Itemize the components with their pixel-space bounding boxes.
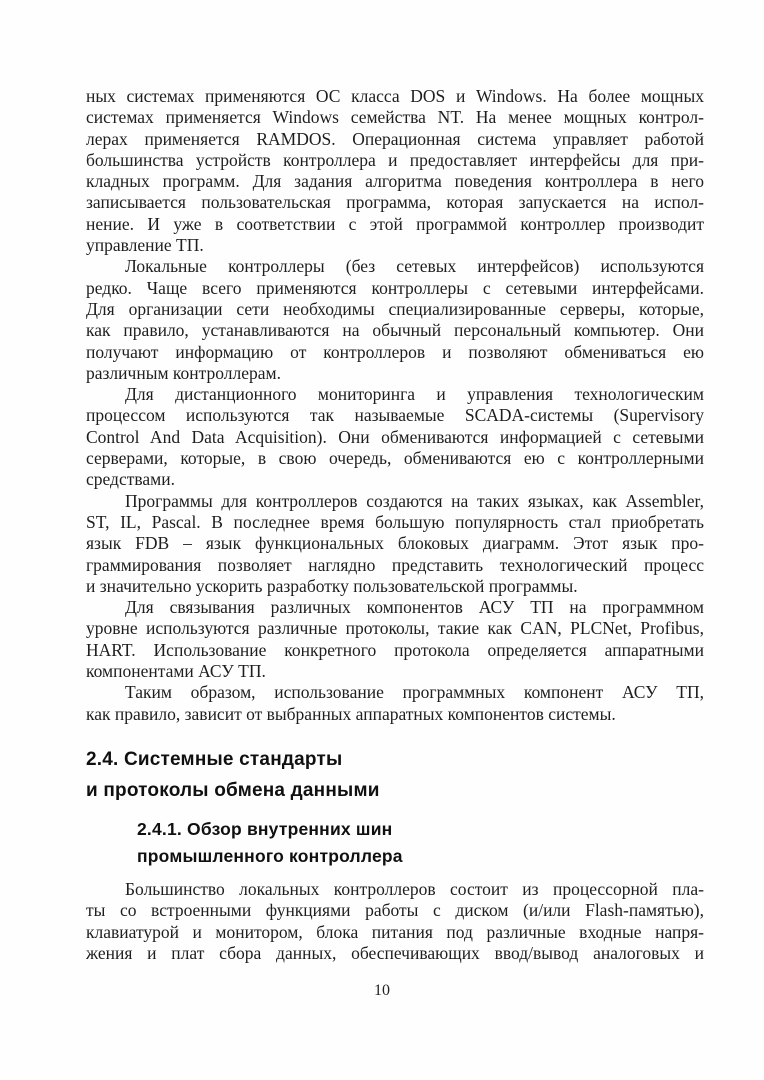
page-number: 10 bbox=[374, 982, 390, 999]
text-line: редко. Чаще всего применяются контроллеры с сетевыми интерфейсами. bbox=[86, 277, 704, 298]
text-line: как правило, зависит от выбранных аппаратных компонентов системы. bbox=[86, 703, 616, 724]
text-line: как правило, устанавливаются на обычный персональный компьютер. Они bbox=[86, 320, 704, 341]
text-line: лерах применяется RAMDOS. Операционная система управляет работой bbox=[86, 128, 704, 149]
subsection-heading bbox=[137, 816, 704, 870]
paragraph bbox=[86, 86, 704, 256]
text-line: кладных программ. Для задания алгоритма поведения контроллера в него bbox=[86, 171, 704, 192]
body-text-section-top bbox=[86, 86, 704, 725]
text-line: Большинство локальных контроллеров состоит из процессорной пла- bbox=[125, 878, 704, 899]
text-line: средствами. bbox=[86, 469, 175, 490]
page-content bbox=[86, 86, 704, 964]
text-line: большинства устройств контроллера и предоставляет интерфейсы для при- bbox=[86, 149, 704, 170]
text-line: Локальные контроллеры (без сетевых интерфейсов) используются bbox=[125, 256, 704, 277]
text-line: Для организации сети необходимы специализированные серверы, которые, bbox=[86, 298, 704, 319]
text-line: нение. И уже в соответствии с этой программой контроллер производит bbox=[86, 213, 704, 234]
paragraph bbox=[86, 491, 704, 597]
text-line: ST, IL, Pascal. В последнее время большую популярность стал приобретать bbox=[86, 511, 704, 532]
paragraph bbox=[86, 682, 704, 725]
text-line: ных системах применяются ОС класса DOS и Windows. На более мощных bbox=[86, 86, 704, 106]
section-heading bbox=[86, 744, 704, 806]
body-text-section-bottom bbox=[86, 879, 704, 964]
text-line: уровне используются различные протоколы, такие как CAN, PLCNet, Profibus, bbox=[86, 618, 704, 639]
text-line: ты со встроенными функциями работы с диском (и/или Flash-памятью), bbox=[86, 900, 704, 921]
text-line: получают информацию от контроллеров и позволяют обмениваться ею bbox=[86, 341, 704, 362]
text-line: Control And Data Acquisition). Они обмениваются информацией с сетевыми bbox=[86, 426, 704, 447]
paragraph bbox=[86, 597, 704, 682]
section-heading-line-2: и протоколы обмена данными bbox=[86, 779, 380, 801]
text-line: управление ТП. bbox=[86, 235, 204, 256]
paragraph bbox=[86, 384, 704, 490]
text-line: системах применяется Windows семейства NT. На менее мощных контрол- bbox=[86, 107, 704, 128]
text-line: Для дистанционного мониторинга и управления технологическим bbox=[125, 384, 704, 405]
text-line: записывается пользовательская программа, которая запускается на испол- bbox=[86, 192, 704, 213]
text-line: серверами, которые, в свою очередь, обмениваются ею с контроллерными bbox=[86, 448, 704, 469]
text-line: клавиатурой и монитором, блока питания под различные входные напря- bbox=[86, 921, 704, 942]
text-line: Таким образом, использование программных компонент АСУ ТП, bbox=[125, 682, 704, 703]
text-line: язык FDB – язык функциональных блоковых диаграмм. Этот язык про- bbox=[86, 533, 704, 554]
paragraph bbox=[86, 256, 704, 384]
text-line: различным контроллерам. bbox=[86, 362, 281, 383]
section-heading-line-1: 2.4. Системные стандарты bbox=[86, 748, 343, 770]
paragraph bbox=[86, 879, 704, 964]
text-line: процессом используются так называемые SCADA-системы (Supervisory bbox=[86, 405, 704, 426]
text-line: Программы для контроллеров создаются на таких языках, как Assembler, bbox=[125, 490, 704, 511]
text-line: Для связывания различных компонентов АСУ ТП на программном bbox=[125, 597, 704, 618]
subsection-heading-line-1: 2.4.1. Обзор внутренних шин bbox=[137, 818, 393, 839]
text-line: HART. Использование конкретного протокола определяется аппаратными bbox=[86, 639, 704, 660]
text-line: и значительно ускорить разработку пользовательской программы. bbox=[86, 575, 578, 596]
subsection-heading-line-2: промышленного контроллера bbox=[137, 845, 403, 866]
text-line: граммирования позволяет наглядно представить технологический процесс bbox=[86, 554, 704, 575]
text-line: компонентами АСУ ТП. bbox=[86, 661, 266, 682]
text-line: жения и плат сбора данных, обеспечивающих ввод/вывод аналоговых и bbox=[86, 942, 704, 963]
